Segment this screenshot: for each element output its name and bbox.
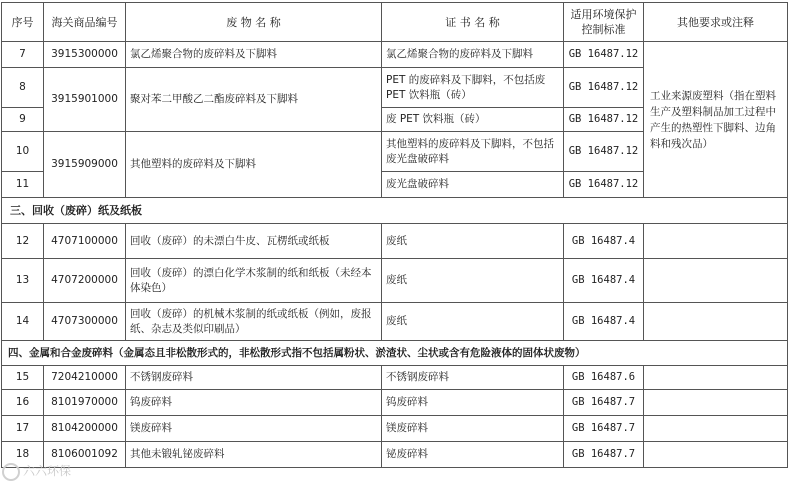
table-row [2, 442, 788, 468]
code-cell: 3915901000 [44, 68, 126, 132]
seq-cell: 18 [2, 442, 44, 468]
standard-cell: GB 16487.12 [564, 172, 644, 198]
header-cert-name: 证 书 名 称 [382, 3, 564, 42]
code-cell: 8101970000 [44, 390, 126, 416]
code-cell: 7204210000 [44, 366, 126, 390]
notes-cell [644, 224, 788, 259]
cert-name-cell: 氯乙烯聚合物的废碎料及下脚料 [382, 42, 564, 68]
waste-name-cell: 镁废碎料 [126, 416, 382, 442]
notes-cell [644, 442, 788, 468]
standard-cell: GB 16487.4 [564, 259, 644, 303]
cert-name-cell: 废纸 [382, 303, 564, 341]
header-notes: 其他要求或注释 [644, 3, 788, 42]
notes-cell [644, 390, 788, 416]
cert-name-cell: 铋废碎料 [382, 442, 564, 468]
wechat-watermark-icon [2, 463, 20, 481]
cert-name-cell: 镁废碎料 [382, 416, 564, 442]
seq-cell: 12 [2, 224, 44, 259]
standard-cell: GB 16487.12 [564, 132, 644, 172]
header-row [2, 3, 788, 42]
notes-cell [644, 416, 788, 442]
section-heading-row [2, 341, 788, 366]
section-heading-row [2, 198, 788, 224]
code-cell: 4707100000 [44, 224, 126, 259]
notes-cell [644, 303, 788, 341]
code-cell: 3915909000 [44, 132, 126, 198]
cert-name-cell: 其他塑料的废碎料及下脚料，不包括废光盘破碎料 [382, 132, 564, 172]
section-title: 三、回收（废碎）纸及纸板 [2, 198, 788, 224]
standard-cell: GB 16487.6 [564, 366, 644, 390]
header-waste-name: 废 物 名 称 [126, 3, 382, 42]
waste-name-cell: 钨废碎料 [126, 390, 382, 416]
notes-cell [644, 259, 788, 303]
seq-cell: 17 [2, 416, 44, 442]
code-cell: 3915300000 [44, 42, 126, 68]
table-row [2, 303, 788, 341]
standard-cell: GB 16487.4 [564, 303, 644, 341]
standard-cell: GB 16487.7 [564, 390, 644, 416]
header-standard: 适用环境保护控制标准 [564, 3, 644, 42]
waste-catalog-table [1, 2, 788, 468]
seq-cell: 9 [2, 108, 44, 132]
standard-cell: GB 16487.7 [564, 442, 644, 468]
section-title: 四、金属和合金废碎料（金属态且非松散形式的，非松散形式指不包括属粉状、淤渣状、尘状或含有危险液体的固体状废物） [2, 341, 788, 366]
standard-cell: GB 16487.4 [564, 224, 644, 259]
cert-name-cell: 废纸 [382, 259, 564, 303]
standard-cell: GB 16487.12 [564, 108, 644, 132]
seq-cell: 7 [2, 42, 44, 68]
seq-cell: 11 [2, 172, 44, 198]
waste-name-cell: 回收（废碎）的漂白化学木浆制的纸和纸板（未经本体染色） [126, 259, 382, 303]
waste-name-cell: 回收（废碎）的未漂白牛皮、瓦楞纸或纸板 [126, 224, 382, 259]
table-row [2, 259, 788, 303]
waste-name-cell: 聚对苯二甲酸乙二酯废碎料及下脚料 [126, 68, 382, 132]
table-row [2, 416, 788, 442]
seq-cell: 8 [2, 68, 44, 108]
seq-cell: 15 [2, 366, 44, 390]
header-seq: 序号 [2, 3, 44, 42]
seq-cell: 16 [2, 390, 44, 416]
notes-cell: 工业来源废塑料（指在塑料生产及塑料制品加工过程中产生的热塑性下脚料、边角料和残次品） [644, 42, 788, 198]
cert-name-cell: PET 的废碎料及下脚料，不包括废 PET 饮料瓶（砖） [382, 68, 564, 108]
waste-name-cell: 回收（废碎）的机械木浆制的纸或纸板（例如，废报纸、杂志及类似印刷品） [126, 303, 382, 341]
code-cell: 8104200000 [44, 416, 126, 442]
cert-name-cell: 不锈钢废碎料 [382, 366, 564, 390]
table-row [2, 390, 788, 416]
watermark [2, 459, 86, 483]
standard-cell: GB 16487.7 [564, 416, 644, 442]
code-cell: 4707200000 [44, 259, 126, 303]
cert-name-cell: 废光盘破碎料 [382, 172, 564, 198]
seq-cell: 10 [2, 132, 44, 172]
table-row [2, 224, 788, 259]
waste-name-cell: 不锈钢废碎料 [126, 366, 382, 390]
waste-name-cell: 氯乙烯聚合物的废碎料及下脚料 [126, 42, 382, 68]
seq-cell: 14 [2, 303, 44, 341]
cert-name-cell: 废 PET 饮料瓶（砖） [382, 108, 564, 132]
standard-cell: GB 16487.12 [564, 68, 644, 108]
code-cell: 4707300000 [44, 303, 126, 341]
cert-name-cell: 钨废碎料 [382, 390, 564, 416]
notes-cell [644, 366, 788, 390]
waste-name-cell: 其他塑料的废碎料及下脚料 [126, 132, 382, 198]
waste-name-cell: 其他未锻轧铋废碎料 [126, 442, 382, 468]
table-row [2, 366, 788, 390]
cert-name-cell: 废纸 [382, 224, 564, 259]
watermark-text: 六六环保 [23, 464, 72, 478]
seq-cell: 13 [2, 259, 44, 303]
table-row [2, 42, 788, 68]
code-cell: 8106001092 [44, 442, 126, 468]
header-code: 海关商品编号 [44, 3, 126, 42]
standard-cell: GB 16487.12 [564, 42, 644, 68]
